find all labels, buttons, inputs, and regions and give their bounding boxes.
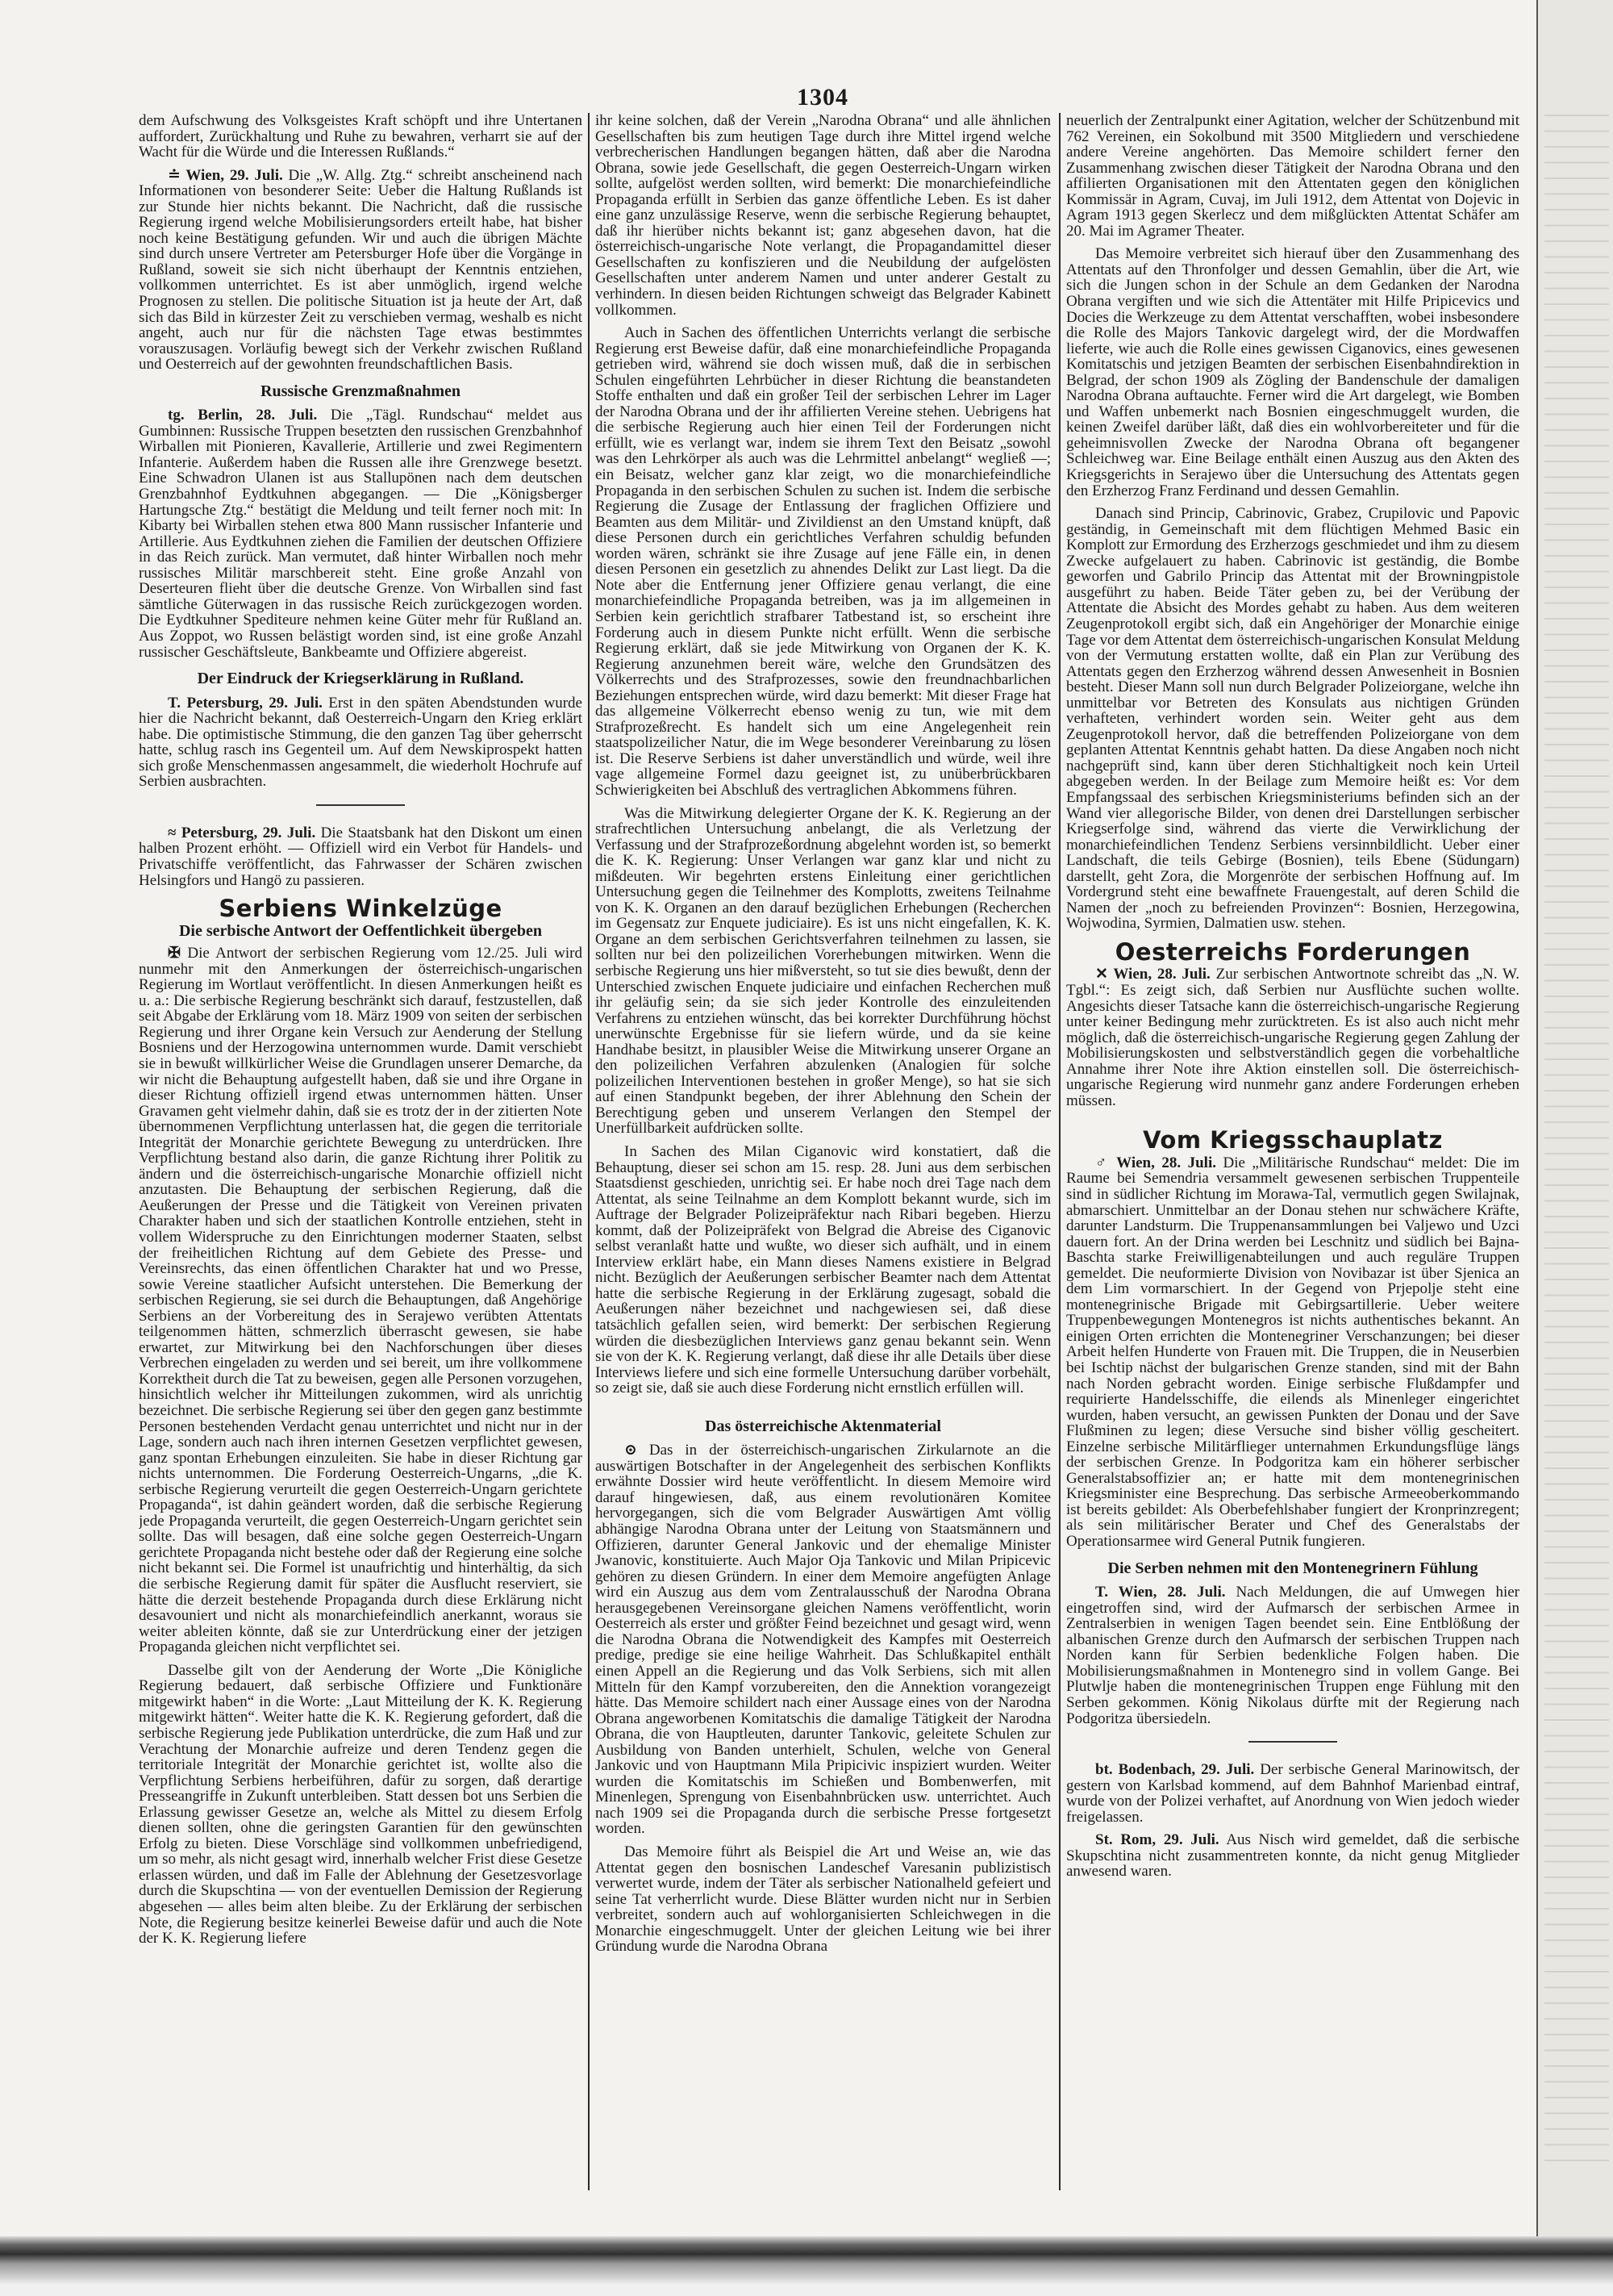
article-paragraph: Auch in Sachen des öffentlichen Unterrichts verlangt die serbische Regierung erst Beweise dafür, daß eine monarchiefeindliche Propaganda getrieben wird, während sie doch wissen muß, daß die in serbischen Schulen eingeführten Lehrbücher in dieser Richtung die beanstandeten Stoffe enthalten und daß ein großer Teil der serbischen Lehrer im Lager der Narodna Obrana und der ihr affilierten Vereine stehen. Uebrigens hat die serbische Regierung auch hier einen Teil der Forderungen nicht erfüllt, wie es verlangt war, indem sie ihrem Text den Beisatz „sowohl was den Lehrkörper als auch was die Lehrmittel anbelangt“ wegließ —; ein Beisatz, welcher ganz klar zeigt, wo die monarchiefeindliche Propaganda in den serbischen Schulen zu suchen ist. Indem die serbische Regierung die Zusage der Entlassung der fraglichen Offiziere und Beamten aus dem Militär- und Zivildienst an den Umstand knüpft, daß diese Personen durch ein gerichtliches Verfahren schuldig befunden worden wären, schränkt sie ihre Zusage auf jene Fälle ein, in denen diesen Personen ein gesetzlich zu ahnendes Delikt zur Last liegt. Da die Note aber die Entfernung jener Offiziere genau verlangt, die eine monarchiefeindliche Propaganda betreiben, was ja im allgemeinen in Serbien kein gerichtlich strafbarer Tatbestand ist, so erscheint ihre Forderung auch in diesem Punkte nicht erfüllt. Wenn die serbische Regierung erklärt, daß sie jede Mitwirkung von Organen der K. K. Regierung anzunehmen bereit wäre, welche den Grundsätzen des Völkerrechts und des Strafprozesses, sowie den freundnachbarlichen Beziehungen entsprechen würde, wird dazu bemerkt: Mit dieser Frage hat das allgemeine Völkerrecht ebenso wenig zu tun, wie mit dem Strafprozeßrecht. Es handelt sich um eine Angelegenheit rein staatspolizeilicher Natur, die im Wege besonderer Vereinbarung zu lösen ist. Die Reserve Serbiens ist daher unverständlich und würde, weil ihre vage allgemeine Formel dazu geeignet ist, zu unüberbrückbaren Schwierigkeiten bei Abschluß des vertraglichen Abkommens führen. (595, 324, 1051, 799)
section-heading: Der Eindruck der Kriegserklärung in Rußland. (197, 670, 524, 688)
article-paragraph: ≈ Petersburg, 29. Juli. Die Staatsbank hat den Diskont um einen halben Prozent erhöht. — Offiziell wird ein Verbot für Handels- und Privatschiffe veröffentlicht, das Fahrwasser der Schären zwischen Helsingfors und Hangö zu passieren. (139, 824, 582, 889)
article-paragraph: bt. Bodenbach, 29. Juli. Der serbische General Marinowitsch, der gestern von Karlsbad kommend, auf dem Bahnhof Marienbad eintraf, wurde von der Polizei verhaftet, auf Anordnung von Wien jedoch wieder freigelassen. (1066, 1761, 1519, 1826)
dateline: ✕ Wien, 28. Juli. (1095, 966, 1211, 983)
article-paragraph: Das Memoire verbreitet sich hierauf über den Zusammenhang des Attentats auf den Thronfolger und dessen Gemahlin, über die Art, wie sich die Jungen schon in der Schule an dem Gedanken der Narodna Obrana vergiften und wie sich die Attentäter mit Hilfe Pripicevics und Docies die Werkzeuge zu dem Attentat verschafften, wobei insbesondere die Rolle des Majors Tankovic dargelegt wird, der die Mordwaffen lieferte, wie auch die Rolle eines gewissen Ciganovics, eines gewesenen Komitatschis und jetzigen Beamten der serbischen Eisenbahndirektion in Belgrad, der schon 1909 als Zögling der Bandenschule der damaligen Narodna Obrana auftauchte. Ferner wird die Art dargelegt, wie Bomben und Waffen unbemerkt nach Bosnien eingeschmuggelt wurden, die keinen Zweifel darüber läßt, daß dies ein wohlvorbereiteter und für die geheimnisvollen Zwecke der Narodna Obrana oft begangener Schleichweg war. Eine Beilage enthält einen Auszug aus den Akten des Kriegsgerichts in Serajewo über die Untersuchung des Attentats gegen den Erzherzog Franz Ferdinand und dessen Gemahlin. (1066, 245, 1519, 499)
column-3 (1066, 113, 1519, 2190)
article-paragraph: Dasselbe gilt von der Aenderung der Worte „Die Königliche Regierung bedauert, daß serbische Offiziere und Funktionäre mitgewirkt haben“ in die Worte: „Laut Mitteilung der K. K. Regierung mitgewirkt hätten“. Weiter hatte die K. K. Regierung gefordert, daß die serbische Regierung jede Publikation unterdrücke, die zum Haß und zur Verachtung der Monarchie aufreize und deren Tendenz gegen die territoriale Integrität der Monarchie gerichtet ist, wollte also die Verpflichtung Serbiens herbeiführen, dafür zu sorgen, daß derartige Presseangriffe in Zukunft unterbleiben. Statt dessen bot uns Serbien die Erlassung gewisser Gesetze an, welche als Mittel zu diesem Erfolg dienen sollten, ohne die geringsten Garantien für den gewünschten Erfolg zu bieten. Diese Vorschläge sind vollkommen unbefriedigend, um so mehr, als nicht gesagt wird, innerhalb welcher Frist diese Gesetze erlassen würden, und daß im Falle der Ablehnung der Gesetzesvorlage durch die Skupschtina — von der eventuellen Demission der Regierung abgesehen — alles beim alten bleibe. Zu der Erklärung der serbischen Note, die Regierung besitze keinerlei Beweise dafür und auch die Note der K. K. Regierung liefere (139, 1661, 582, 1947)
article-headline: Oesterreichs Forderungen (1115, 937, 1471, 966)
article-headline: Serbiens Winkelzüge (219, 895, 502, 923)
article-paragraph: ihr keine solchen, daß der Verein „Narodna Obrana“ und alle ähnlichen Gesellschaften bis zum heutigen Tage durch ihre Mittel irgend welche verbrecherischen Handlungen begangen hätten, daß aber die Narodna Obrana, sowie jede Gesellschaft, die gegen Oesterreich-Ungarn wirken sollte, aufgelöst werden sollten, wird bemerkt: Die monarchiefeindliche Propaganda erfüllt in Serbien das ganze öffentliche Leben. Es ist daher eine ganz unzulässige Reserve, wenn die serbische Regierung behauptet, daß ihr hierüber nichts bekannt ist; ganz abgesehen davon, hat die österreichisch-ungarische Note verlangt, die Propagandamittel dieser Gesellschaften zu konfiszieren und die Neubildung der aufgelösten Gesellschaften unter anderem Namen und unter anderer Gestalt zu verhindern. In diesen beiden Richtungen schweigt das Belgrader Kabinett vollkommen. (595, 113, 1051, 319)
article-paragraph: ✠ Die Antwort der serbischen Regierung vom 12./25. Juli wird nunmehr mit den Anmerkungen der österreichisch-ungarischen Regierung im Wortlaut veröffentlicht. In diesen Anmerkungen heißt es u. a.: Die serbische Regierung beschränkt sich darauf, festzustellen, daß seit Abgabe der Erklärung vom 18. März 1909 von seiten der serbischen Regierung und ihrer Organe kein Versuch zur Aenderung der Stellung Bosniens und der Herzogowina unternommen wurde. Damit verschiebt sie in bewußt willkürlicher Weise die Grundlagen unserer Demarche, da wir nicht die Behauptung aufgestellt haben, daß sie und ihre Organe in dieser Richtung offiziell irgend etwas unternommen hätten. Unser Gravamen geht vielmehr dahin, daß sie es trotz der in der zitierten Note übernommenen Verpflichtung unterlassen hat, die gegen die territoriale Integrität der Monarchie gerichtete Bewegung zu unterdrücken. Ihre Verpflichtung bestand also darin, die ganze Richtung ihrer Politik zu ändern und die österreichisch-ungarische Monarchie offiziell nicht anzutasten. Die Behauptung der serbischen Regierung, daß die Aeußerungen der Presse und die Tätigkeit von Vereinen privaten Charakter haben und sich der staatlichen Kontrolle entziehen, steht in vollem Widerspruche zu den Einrichtungen moderner Staaten, selbst der freiheitlichen Richtung auf dem Gebiete des Presse- und Vereinsrechts, das einen öffentlichen Charakter hat und wo Presse, sowie Vereine staatlicher Aufsicht unterstehen. Die Bemerkung der serbischen Regierung, sie sei durch die Behauptungen, daß Angehörige Serbiens an der Vorbereitung des in Serajewo verübten Attentats teilgenommen hätten, schmerzlich überrascht gewesen, sie habe erwartet, zur Mitwirkung bei den Nachforschungen über dieses Verbrechen eingeladen zu werden und sei bereit, um ihre vollkommene Korrektheit durch die Tat zu beweisen, gegen alle Personen vorzugehen, hinsichtlich welcher ihr Mitteilungen zukommen, wird als unrichtig bezeichnet. Die serbische Regierung sei über den gegen ganz bestimmte Personen bestehenden Verdacht genau unterrichtet und nicht nur in der Lage, sondern auch nach ihren internen Gesetzen verpflichtet gewesen, ganz spontan Erhebungen einzuleiten. Sie habe in dieser Richtung gar nichts unternommen. Die Forderung Oesterreich-Ungarns, „die K. serbische Regierung verurteilt die gegen Oesterreich-Ungarn gerichtete Propaganda“, ist dahin geändert worden, daß die serbische Regierung jede Propaganda verurteilt, die gegen Oesterreich-Ungarn gerichtet sein sollte. Das will besagen, daß eine solche gegen Oesterreich-Ungarn gerichtete Propaganda nicht bestehe oder daß der Regierung eine solche nicht bekannt sei. Die Formel ist unaufrichtig und hinterhältig, da sich die serbische Regierung damit für später die Ausflucht reserviert, sie hätte die derzeit bestehende Propaganda durch diese Erklärung nicht desavouniert und nicht als monarchiefeindlich anerkannt, woraus sie weiter ableiten könnte, daß sie zur Unterdrückung einer der jetzigen Propaganda gleichen nicht verpflichtet sei. (139, 945, 582, 1656)
article-paragraph: St. Rom, 29. Juli. Aus Nisch wird gemeldet, daß die serbische Skupschtina nicht zusammentreten konnte, da nicht genug Mitglieder anwesend waren. (1066, 1831, 1519, 1881)
section-heading: Das österreichische Aktenmaterial (705, 1417, 941, 1435)
divider (316, 804, 405, 806)
article-paragraph: ♂ Wien, 28. Juli. Die „Militärische Rundschau“ meldet: Die im Raume bei Semendria versammelt gewesenen serbischen Truppenteile sind in südlicher Richtung im Morawa-Tal, vermutlich gegen Swilajnak, abmarschiert. Unmittelbar an der Donau stehen nur schwächere Kräfte, darunter Landsturm. Die Truppenansammlungen bei Valjewo und Uzci dauern fort. An der Drina werden bei Leschnitz und südlich bei Bajna-Baschta starke Freiwilligenabteilungen und auch reguläre Truppen gemeldet. Die neuformierte Division von Novibazar ist über Sjenica an dem Lim vormarschiert. In der Gegend von Prjepolje steht eine montenegrinische Brigade mit Gebirgsartillerie. Ueber weitere Truppenbewegungen Montenegros ist nichts authentisches bekannt. An einigen Orten errichten die Montenegriner Verschanzungen; bei dieser Arbeit helfen Hunderte von Frauen mit. Die Truppen, die in Neuserbien bei Ischtip nächst der bulgarischen Grenze standen, sind mit der Bahn nach Norden gebracht worden. Einige serbische Flußdampfer und requirierte Handelsschiffe, die eilends als Minenleger eingerichtet wurden, haben versucht, an gewissen Punkten der Donau und der Save Flußminen zu legen; diese Versuche sind bisher völlig gescheitert. Einzelne serbische Militärflieger unternahmen Erkundungsflüge längs der serbischen Grenze. In Podgoritza kam ein höherer serbischer Generalstabsoffizier an; er hatte mit dem montenegrinischen Kriegsminister eine Besprechung. Das serbische Armeeoberkommando ist bereits gebildet: Als Oberbefehlshaber fungiert der Kronprinzregent; als sein militärischer Berater und Chef des Generalstabs der Operationsarmee wird General Putnik fungieren. (1066, 1154, 1519, 1551)
article-paragraph: T. Petersburg, 29. Juli. Erst in den späten Abendstunden wurde hier die Nachricht bekannt, daß Oesterreich-Ungarn den Krieg erklärt habe. Die optimistische Stimmung, die den ganzen Tag über geherrscht hatte, schlug rasch ins Gegenteil um. Auf dem Newskiprospekt hatten sich große Menschenmassen angesammelt, die wiederholt Hochrufe auf Serbien ausbrachten. (139, 694, 582, 791)
article-paragraph: ≐ Wien, 29. Juli. Die „W. Allg. Ztg.“ schreibt anscheinend nach Informationen von besonderer Seite: Ueber die Haltung Rußlands ist zur Stunde hier nichts bekannt. Die Nachricht, daß die russische Regierung irgend welche Mobilisierungsorders erteilt habe, hat bisher noch keine Bestätigung gefunden. Wir und auch die übrigen Mächte sind durch unsere Vertreter am Petersburger Hofe über die Vorgänge in Rußland, soweit sie sich nicht überhaupt der Kenntnis entziehen, vollkommen unterrichtet. Es ist aber unmöglich, irgend welche Prognosen zu stellen. Die politische Situation ist ja heute der Art, daß sich das Bild in kürzester Zeit zu verschieben vermag, weshalb es nicht angeht, auch nur für die nächsten Tage etwas bestimmtes vorauszusagen. Vorläufig bewegt sich der Verkehr zwischen Rußland und Oesterreich auf der gewohnten freundschaftlichen Basis. (139, 166, 582, 374)
dateline: ≐ Wien, 29. Juli. (168, 166, 283, 184)
adjacent-page-edge (1536, 0, 1613, 2296)
dateline: bt. Bodenbach, 29. Juli. (1095, 1761, 1255, 1779)
scan-bottom-edge (0, 2236, 1613, 2296)
circle-dot-icon: ⊙ (624, 1442, 637, 1459)
column-rule (588, 113, 590, 2190)
article-paragraph: dem Aufschwung des Volksgeistes Kraft schöpft und ihre Untertanen auffordert, Zurückhaltung und Ruhe zu bewahren, verharrt sie auf der Wacht für die Würde und die Interessen Rußlands.“ (139, 113, 582, 161)
dateline: ♂ Wien, 28. Juli. (1095, 1154, 1216, 1171)
article-headline: Vom Kriegsschauplatz (1143, 1126, 1443, 1154)
adjacent-page-text-fragment (1544, 105, 1609, 2170)
column-1 (139, 113, 582, 2190)
article-paragraph: In Sachen des Milan Ciganovic wird konstatiert, daß die Behauptung, dieser sei schon am 15. resp. 28. Juni aus dem serbischen Staatsdienst geschieden, unrichtig sei. Er habe noch drei Tage nach dem Attentat, als seine Teilnahme an dem Komplott bekannt wurde, sich im Auftrage der Belgrader Polizeipräfektur nach Ribari begeben. Hierzu kommt, daß der Polizeipräfekt von Belgrad die Abreise des Ciganovic selbst veranlaßt hatte und wußte, wo dieser sich aufhält, und in einem Interview erklärt habe, ein Mann dieses Namens existiere in Belgrad nicht. Bezüglich der Aeußerungen serbischer Beamter nach dem Attentat hatte die serbische Regierung in der Erklärung zugesagt, sobald die Aeußerungen näher bezeichnet und nachgewiesen sei, daß diese tatsächlich gefallen seien, wird bemerkt: Der serbischen Regierung würden die diesbezüglichen Interviews ganz genau bekannt sein. Wenn sie von der K. K. Regierung verlangt, daß diese ihr alle Details über diese Interviews liefere und sich eine formelle Untersuchung darüber vorbehält, so zeigt sie, daß sie auch diese Forderung nicht ernstlich erfüllen will. (595, 1143, 1051, 1397)
article-paragraph: neuerlich der Zentralpunkt einer Agitation, welcher der Schützenbund mit 762 Vereinen, ein Sokolbund mit 3500 Mitgliedern und verschiedene andere Vereine angehörten. Das Memoire schildert ferner den Zusammenhang zwischen dieser Tätigkeit der Narodna Obrana und den affilierten Organisationen mit den Attentaten gegen den königlichen Kommissär in Agram, Cuvaj, im Juli 1912, dem Attentat von Dojevic in Agram 1913 gegen Skerlecz und dem mißglückten Attentat Schäfer am 20. Mai im Agramer Theater. (1066, 113, 1519, 240)
article-paragraph: ✕ Wien, 28. Juli. Zur serbischen Antwortnote schreibt das „N. W. Tgbl.“: Es zeigt sich, daß Serbien nur Ausflüchte suchen wollte. Angesichts dieser Tatsache kann die österreichisch-ungarische Regierung unter keiner Bedingung mehr zurücktreten. Es ist also auch nicht mehr möglich, daß die österreichisch-ungarische Regierung gegen Zahlung der Mobilisierungskosten und selbstverständlich gegen die vorbehaltliche Annahme ihrer Note ihre Aktion einstellen soll. Die österreichisch-ungarische Regierung wird nunmehr ganz andere Forderungen erheben müssen. (1066, 966, 1519, 1109)
page-number: 1304 (797, 84, 848, 111)
divider (1248, 1741, 1337, 1743)
dateline: T. Petersburg, 29. Juli. (168, 694, 323, 712)
article-paragraph: Was die Mitwirkung delegierter Organe der K. K. Regierung an der strafrechtlichen Untersuchung anbelangt, die als Verletzung der Verfassung und der Strafprozeßordnung abgelehnt worden ist, so bemerkt die K. K. Regierung: Unser Verlangen war ganz klar und nicht zu mißdeuten. Wir begehrten erstens Einleitung einer gerichtlichen Untersuchung gegen die Teilnehmer des Komplotts, zweitens Teilnahme von K. K. Organen an den darauf bezüglichen Erhebungen (Recherchen im Gegensatz zur Enquete judiciaire). Es ist uns nicht eingefallen, K. K. Organe an dem serbischen Gerichtsverfahren teilnehmen zu lassen, sie sollten nur bei den polizeilichen Vorerhebungen mitwirken. Wenn die serbische Regierung uns hier mißversteht, so tut sie dies bewußt, denn der Unterschied zwischen Enquete judiciaire und einfachen Recherchen muß ihr geläufig sein; da sie sich jeder Kontrolle des einzuleitenden Verfahrens zu entziehen wünscht, das bei korrekter Durchführung höchst unerwünschte Ergebnisse für sie liefern würde, und da sie keine Handhabe besitzt, in plausibler Weise die Mitwirkung unserer Organe an den polizeilichen Verfahren abzulenken (Analogien für solche polizeilichen Interventionen bestehen in großer Menge), so hat sie sich auf einen Standpunkt begeben, der ihrer Ablehnung den Schein der Berechtigung geben und unserem Verlangen den Stempel der Unerfüllbarkeit aufdrücken sollte. (595, 804, 1051, 1138)
dateline: St. Rom, 29. Juli. (1095, 1831, 1219, 1849)
article-paragraph: Das Memoire führt als Beispiel die Art und Weise an, wie das Attentat gegen den bosnischen Landeschef Varesanin publizistisch verwertet wurde, indem der Täter als serbischer Nationalheld gefeiert und seine Tat verherrlicht wurde. Diese Blätter wurden nicht nur in Serbien verbreitet, sondern auch auf wohlorganisierten Schleichwegen in die Monarchie eingeschmuggelt. Unter der gleichen Leitung wie bei ihrer Gründung wurde die Narodna Obrana (595, 1843, 1051, 1956)
dateline: tg. Berlin, 28. Juli. (168, 407, 318, 424)
section-heading: Russische Grenzmaßnahmen (260, 382, 461, 400)
article-subheadline: Die serbische Antwort der Oeffentlichkeit übergeben (178, 921, 543, 940)
cross-symbol-icon: ✠ (168, 945, 181, 962)
column-rule (1059, 113, 1061, 2190)
dateline: T. Wien, 28. Juli. (1095, 1584, 1226, 1601)
column-2 (595, 113, 1051, 2190)
article-paragraph: T. Wien, 28. Juli. Nach Meldungen, die auf Umwegen hier eingetroffen sind, wird der Aufmarsch der serbischen Armee in Zentralserbien in wenigen Tagen beendet sein. Eine Entblößung der albanischen Grenze durch den Aufmarsch der serbischen Truppen nach Norden kann für Serbien bedenkliche Folgen haben. Die Mobilisierungsmaßnahmen in Montenegro sind in vollem Gange. Bei Plutwlje haben die montenegrinischen Truppen enge Fühlung mit den Serben gekommen. König Nikolaus dürfte mit der Regierung nach Podgoritza übersiedeln. (1066, 1584, 1519, 1727)
article-paragraph: ⊙ Das in der österreichisch-ungarischen Zirkularnote an die auswärtigen Botschafter in der Angelegenheit des serbischen Konflikts erwähnte Dossier wird heute veröffentlicht. In diesem Memoire wird darauf hingewiesen, daß, aus einem revolutionären Komitee hervorgegangen, sich die vom Belgrader Auswärtigen Amt völlig abhängige Narodna Obrana unter der Leitung von Staatsmännern und Offizieren, darunter General Jankovic und der ehemalige Minister Jwanovic, konstituierte. Auch Major Oja Tankovic und Milan Pripicevic gehören zu diesen Gründern. In einer dem Memoire angefügten Anlage wird ein Auszug aus dem vom Zentralausschuß der Narodna Obrana herausgegebenen Vereinsorgane gleichen Namens veröffentlicht, worin Oesterreich als erster und größter Feind bezeichnet und gesagt wird, wenn die Narodna Obrana die Notwendigkeit des Kampfes mit Oesterreich predige, predige sie eine heilige Wahrheit. Das Schlußkapitel enthält einen Appell an die Regierung und das Volk Serbiens, sich mit allen Mitteln für den Kampf vorzubereiten, den die Annektion vorangezeigt hätte. Das Memoire schildert nach einer Aussage eines von der Narodna Obrana angeworbenen Komitatschis die damalige Tätigkeit der Narodna Obrana, die von Hauptleuten, darunter Tankovic, geleitete Schulen zur Ausbildung von Banden unterhielt, Schulen, welche von General Jankovic und von Hauptmann Mila Pripicivic inspiziert wurden. Weiter wurden die Komitatschis im Schießen und Bombenwerfen, mit Minenlegen, Sprengung von Eisenbahnbrücken usw. unterrichtet. Auch nach 1909 sei die Propaganda durch die serbische Presse fortgesetzt worden. (595, 1442, 1051, 1838)
article-paragraph: Danach sind Princip, Cabrinovic, Grabez, Crupilovic und Papovic geständig, in Gemeinschaft mit dem flüchtigen Mehmed Basic ein Komplott zur Ermordung des Erzherzogs geschmiedet und ihm zu diesem Zwecke aufgelauert zu haben. Cabrinovic ist geständig, die Bombe geworfen und Gabrilo Princip das Attentat mit der Browningpistole ausgeführt zu haben. Beide Täter geben zu, bei der Verübung der Attentate die Absicht des Mordes gehabt zu haben. Aus dem weiteren Zeugenprotokoll ergibt sich, daß ein Angehöriger der Monarchie einige Tage vor dem Attentat dem österreichisch-ungarischen Konsulat Meldung von der Vermutung erstatten wollte, daß ein Plan zur Verübung des Attentats gegen den Erzherzog während dessen Anwesenheit in Bosnien besteht. Dieser Mann soll nun durch Belgrader Polizeiorgane, welche ihn unmittelbar vor Betreten des Konsulats aus nichtigen Gründen verhafteten, verhindert worden sein. Weiter geht aus dem Zeugenprotokoll hervor, daß die betreffenden Polizeiorgane von dem geplanten Attentat Kenntnis gehabt hatten. Da diese Angaben noch nicht nachgeprüft sind, kann über deren Stichhaltigkeit noch kein Urteil abgegeben werden. In der Beilage zum Memoire heißt es: Vor dem Empfangssaal des serbischen Kriegsministeriums befinden sich an der Wand vier allegorische Bilder, von denen drei Darstellungen serbischer Kriegserfolge sind, während das vierte die Verwirklichung der monarchiefeindlichen Tendenz Serbiens versinnbildlicht. Ueber einer Landschaft, die teils Gebirge (Bosnien), teils Ebene (Südungarn) darstellt, geht Zora, die Morgenröte der serbischen Hoffnung auf. Im Vordergrund steht eine bewaffnete Frauengestalt, auf deren Schild die Namen der „noch zu befreienden Provinzen“: Bosnien, Herzegowina, Wojwodina, Syrmien, Dalmatien usw. stehen. (1066, 505, 1519, 933)
article-paragraph: tg. Berlin, 28. Juli. Die „Tägl. Rundschau“ meldet aus Gumbinnen: Russische Truppen besetzten den russischen Grenzbahnhof Wirballen mit Pionieren, Kavallerie, Artillerie und zwei Regimentern Infanterie. Außerdem haben die Russen alle ihre Grenzwege besetzt. Eine Schwadron Ulanen ist aus Stallupönen nach dem deutschen Grenzbahnhof Eydtkuhnen abgegangen. — Die „Königsberger Hartungsche Ztg.“ bestätigt die Meldung und teilt ferner noch mit: In Kibarty bei Wirballen stehen etwa 800 Mann russischer Infanterie und Artillerie. Aus Eydtkuhnen ziehen die Familien der deutschen Offiziere in das Reich zurück. Man vermutet, daß hinter Wirballen noch mehr russisches Militär marschbereit steht. Eine große Anzahl von Deserteuren flieht über die deutsche Grenze. Von Wirballen sind fast sämtliche Güterwagen in das russische Reich zurückgezogen worden. Die Eydtkuhner Spediteure nehmen keine Güter mehr für Rußland an. Aus Zoppot, wo Russen belästigt worden sind, ist eine große Anzahl russischer Geschäftsleute, Bankbeamte und Offiziere abgereist. (139, 407, 582, 661)
dateline: ≈ Petersburg, 29. Juli. (168, 824, 316, 841)
section-heading: Die Serben nehmen mit den Montenegrinern Fühlung (1107, 1559, 1478, 1577)
